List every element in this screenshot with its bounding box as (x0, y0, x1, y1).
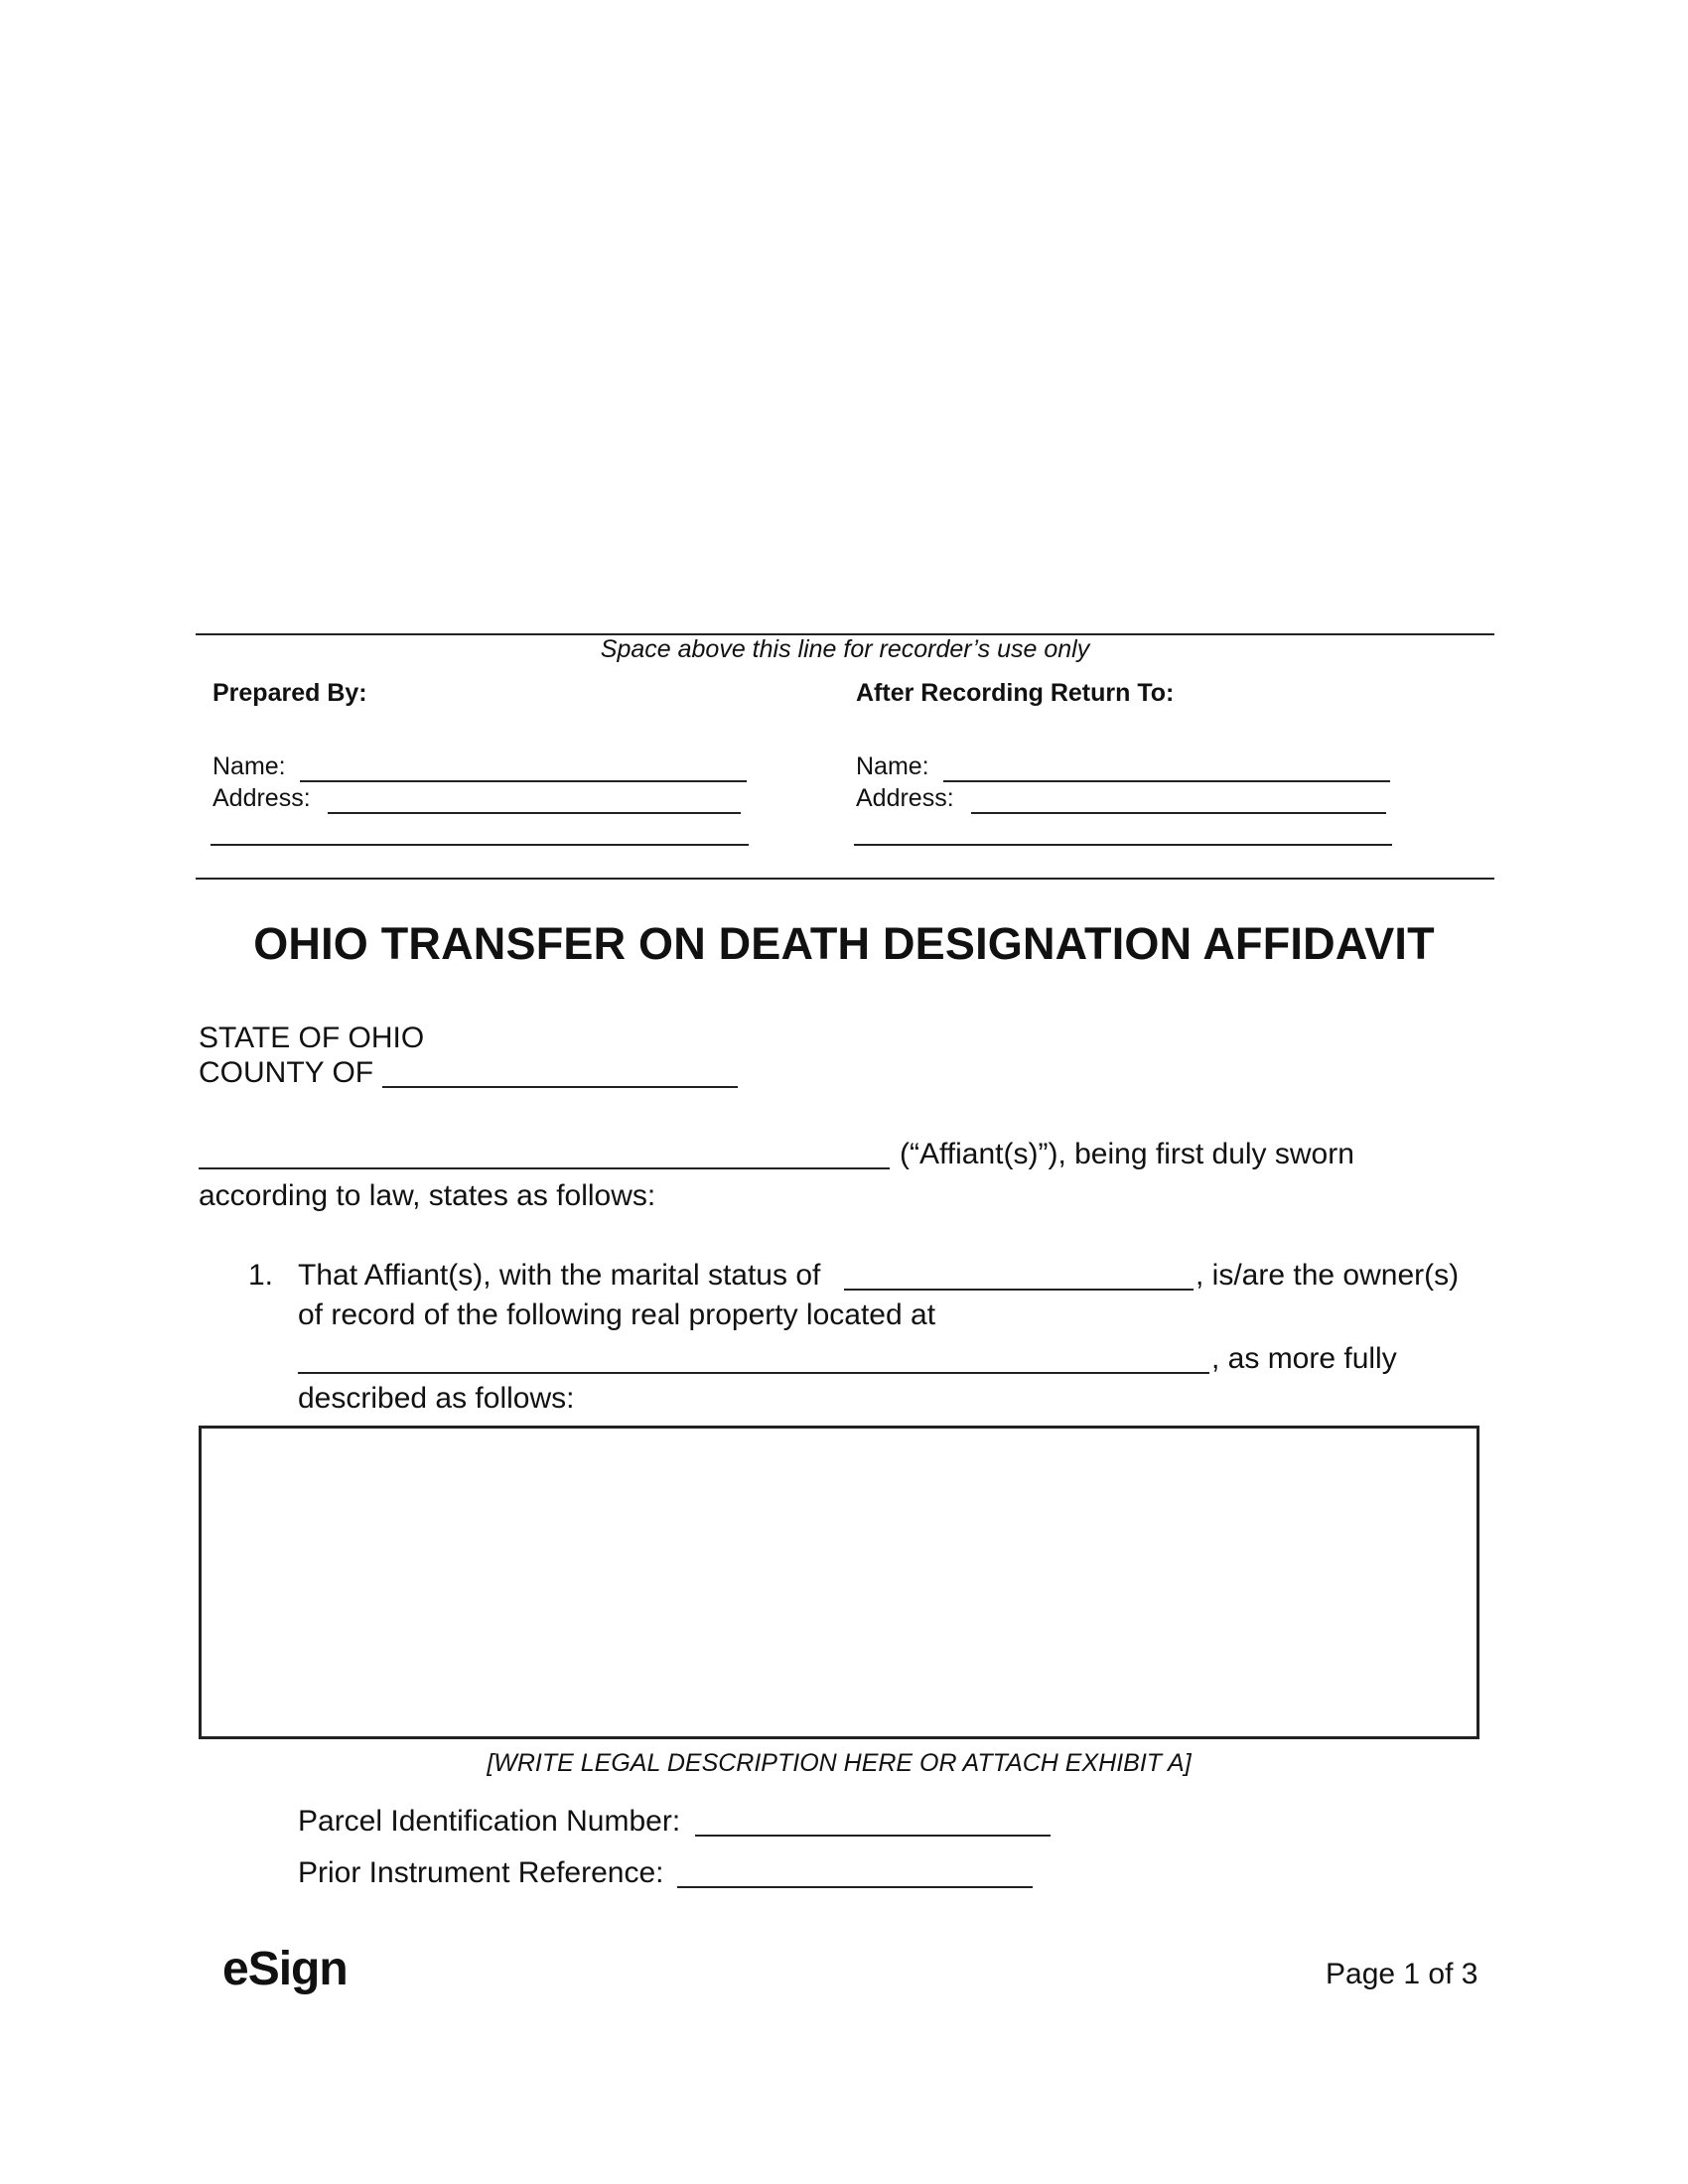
return-to-address-line2-field[interactable] (854, 844, 1392, 846)
prepared-by-address-field[interactable] (328, 812, 741, 814)
item-1-line1-b: , is/are the owner(s) (1196, 1259, 1460, 1292)
prepared-by-name-field[interactable] (300, 780, 747, 782)
item-1-line4: described as follows: (298, 1382, 575, 1415)
state-line: STATE OF OHIO (199, 1022, 425, 1054)
recorder-note: Space above this line for recorder’s use only (600, 635, 1090, 663)
prepared-by-address-label: Address: (212, 784, 311, 812)
return-to-name-label: Name: (856, 752, 929, 780)
page-number: Page 1 of 3 (1326, 1958, 1478, 1990)
item-1-line3-suffix: , as more fully (1211, 1342, 1397, 1375)
return-to-name-field[interactable] (943, 780, 1390, 782)
parcel-id-label: Parcel Identification Number: (298, 1805, 681, 1838)
recorder-bottom-rule (196, 878, 1494, 880)
prepared-by-heading: Prepared By: (212, 679, 367, 707)
county-field[interactable] (382, 1086, 738, 1088)
return-to-address-field[interactable] (971, 812, 1386, 814)
legal-description-caption: [WRITE LEGAL DESCRIPTION HERE OR ATTACH EXHIBIT A] (487, 1749, 1192, 1777)
esign-logo: eSign (222, 1943, 348, 1995)
affiant-suffix: (“Affiant(s)”), being first duly sworn (900, 1138, 1354, 1170)
affiant-continuation: according to law, states as follows: (199, 1179, 656, 1212)
document-title: OHIO TRANSFER ON DEATH DESIGNATION AFFIDAVIT (253, 918, 1435, 969)
prior-instrument-label: Prior Instrument Reference: (298, 1856, 664, 1889)
parcel-id-field[interactable] (695, 1835, 1051, 1837)
return-to-address-label: Address: (856, 784, 954, 812)
property-location-field[interactable] (298, 1372, 1209, 1374)
item-1-number: 1. (248, 1259, 274, 1292)
item-1-line2: of record of the following real property located at (298, 1298, 936, 1331)
prepared-by-name-label: Name: (212, 752, 286, 780)
legal-description-box[interactable] (199, 1426, 1479, 1739)
prior-instrument-field[interactable] (677, 1886, 1033, 1888)
return-to-heading: After Recording Return To: (856, 679, 1175, 707)
county-label: COUNTY OF (199, 1056, 374, 1089)
affiant-name-field[interactable] (199, 1167, 890, 1169)
prepared-by-address-line2-field[interactable] (211, 844, 749, 846)
item-1-line1-a: That Affiant(s), with the marital status of (298, 1259, 821, 1292)
marital-status-field[interactable] (844, 1289, 1194, 1291)
